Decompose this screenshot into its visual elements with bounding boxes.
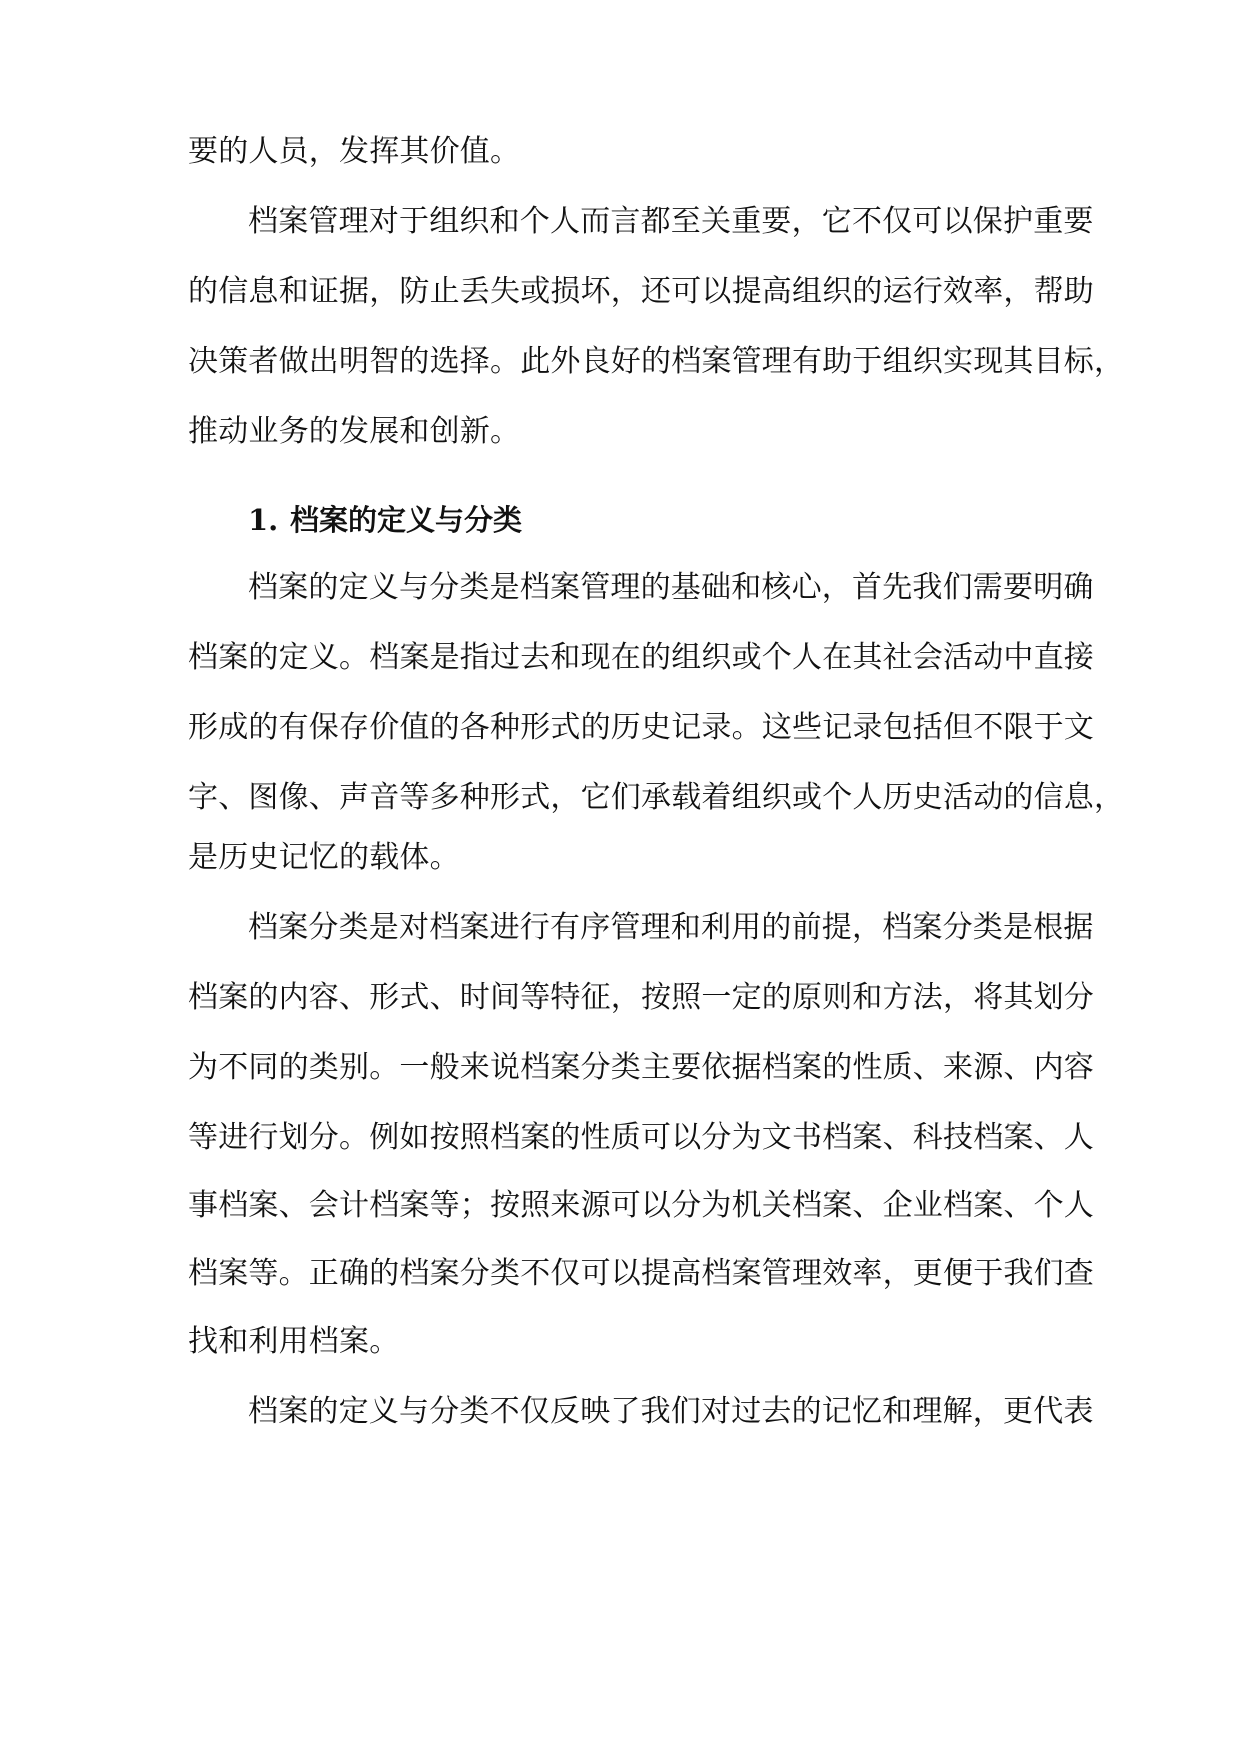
paragraph-line: 推动业务的发展和创新。 [188, 414, 521, 449]
paragraph-line: 字、图像、声音等多种形式，它们承载着组织或个人历史活动的信息， [188, 780, 1125, 815]
paragraph-line: 决策者做出明智的选择。此外良好的档案管理有助于组织实现其目标， [188, 344, 1125, 379]
paragraph-line: 档案管理对于组织和个人而言都至关重要，它不仅可以保护重要 [248, 204, 1094, 239]
paragraph-line: 找和利用档案。 [188, 1324, 400, 1359]
paragraph-line: 档案等。正确的档案分类不仅可以提高档案管理效率，更便于我们查 [188, 1256, 1094, 1291]
paragraph-line: 形成的有保存价值的各种形式的历史记录。这些记录包括但不限于文 [188, 710, 1094, 745]
section-number: 1. [248, 503, 279, 537]
paragraph-line: 档案的内容、形式、时间等特征，按照一定的原则和方法，将其划分 [188, 980, 1094, 1015]
paragraph-line: 为不同的类别。一般来说档案分类主要依据档案的性质、来源、内容 [188, 1050, 1094, 1085]
paragraph-line: 是历史记忆的载体。 [188, 840, 460, 875]
section-title: 档案的定义与分类 [290, 503, 523, 537]
paragraph-line: 档案的定义与分类不仅反映了我们对过去的记忆和理解，更代表 [248, 1394, 1094, 1429]
paragraph-line: 事档案、会计档案等；按照来源可以分为机关档案、企业档案、个人 [188, 1188, 1094, 1223]
section-heading [248, 500, 522, 540]
paragraph-line: 要的人员，发挥其价值。 [188, 134, 521, 169]
paragraph-line: 档案的定义与分类是档案管理的基础和核心，首先我们需要明确 [248, 570, 1094, 605]
paragraph-line: 等进行划分。例如按照档案的性质可以分为文书档案、科技档案、人 [188, 1120, 1094, 1155]
paragraph-line: 档案分类是对档案进行有序管理和利用的前提，档案分类是根据 [248, 910, 1094, 945]
paragraph-line: 档案的定义。档案是指过去和现在的组织或个人在其社会活动中直接 [188, 640, 1094, 675]
paragraph-line: 的信息和证据，防止丢失或损坏，还可以提高组织的运行效率，帮助 [188, 274, 1094, 309]
